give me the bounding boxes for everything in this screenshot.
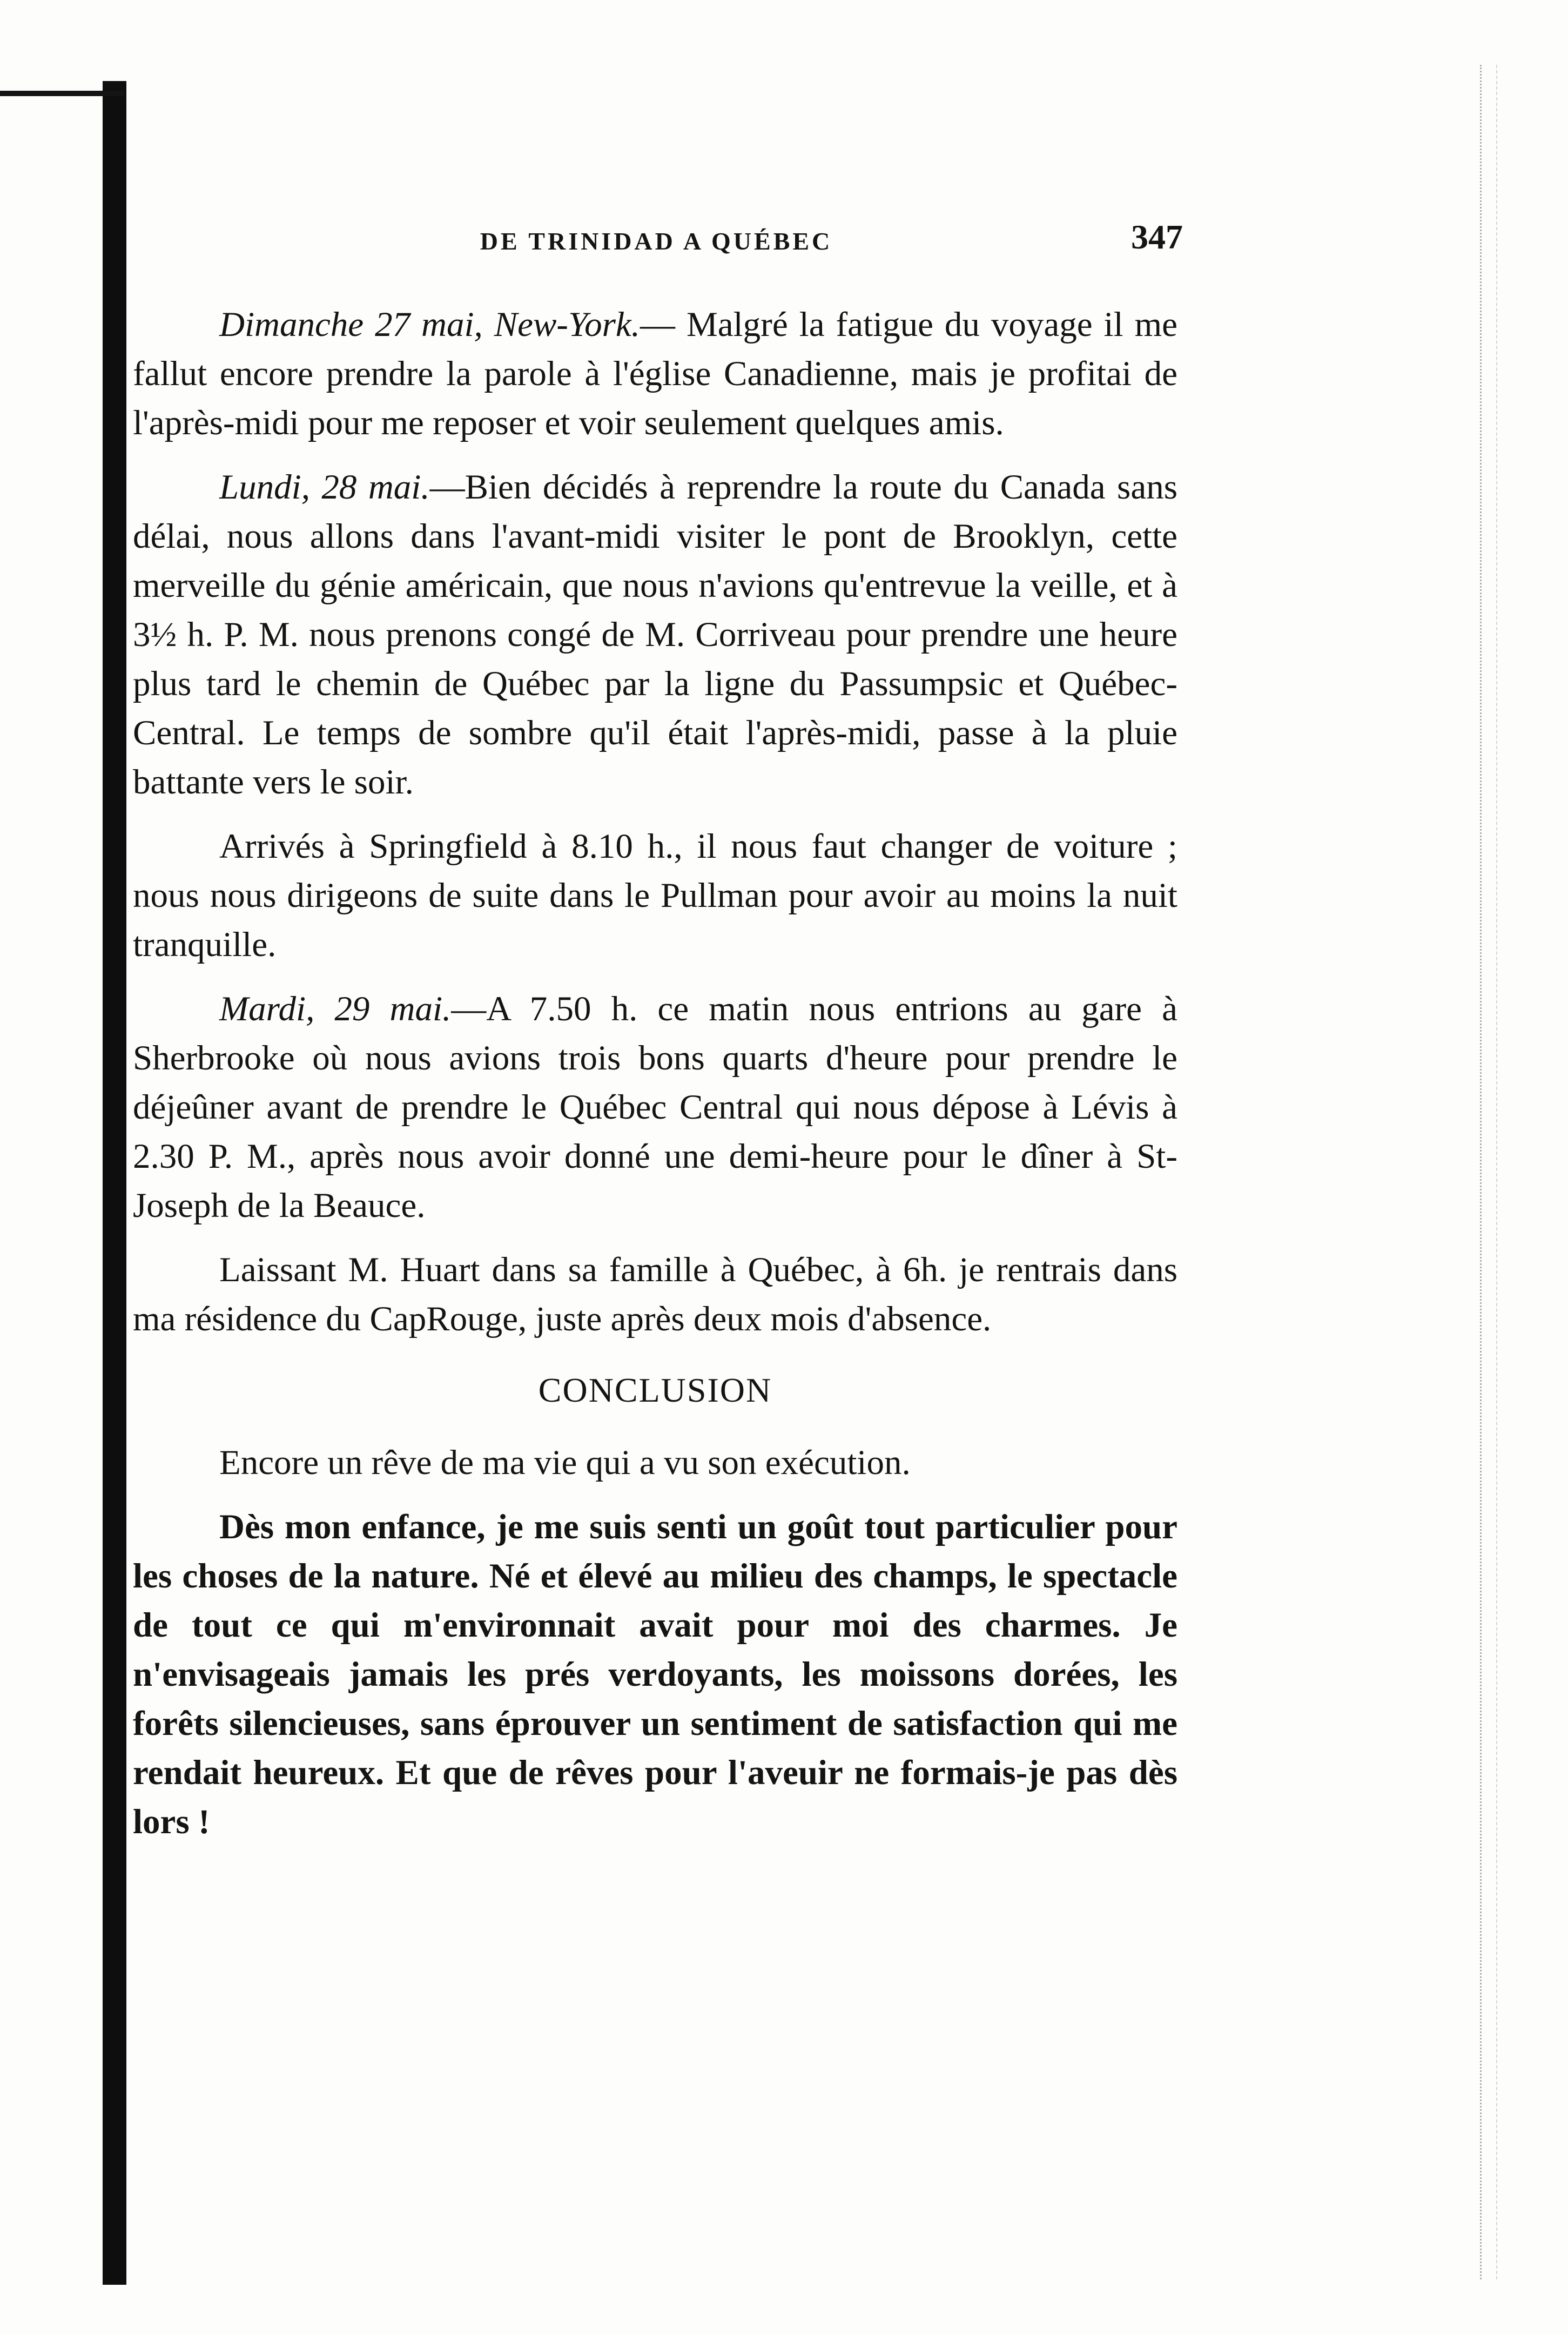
paragraph-springfield: [133, 822, 1177, 970]
conclusion-paragraph-2: Dès mon enfance, je me suis senti un goût tout particulier pour les choses de la nature. Né et élevé au milieu des champs, le spectacle de tout ce qui m'environnait avait pour moi des charmes. Je n'envisageais jamais les prés verdoyants, les moissons dorées, les forêts silencieuses, sans éprouver un sentiment de satisfaction qui me rendait heureux. Et que de rêves pour l'aveuir ne formais-je pas dès lors !: [133, 1508, 1177, 1841]
entry-text: Laissant M. Huart dans sa famille à Québec, à 6h. je rentrais dans ma résidence du CapRouge, juste après deux mois d'absence.: [133, 1250, 1177, 1338]
body-text: [133, 300, 1177, 1862]
entry-date: Lundi, 28 mai.: [219, 468, 430, 507]
scan-noise: [1480, 65, 1485, 2279]
paragraph-lundi: [133, 463, 1177, 807]
paragraph-huart: [133, 1246, 1177, 1344]
binding-mark: [0, 91, 124, 96]
entry-text: —Bien décidés à reprendre la route du Canada sans délai, nous allons dans l'avant-midi visiter le pont de Brooklyn, cette merveille du génie américain, que nous n'avions qu'entrevue la veille, et à 3½ h. P. M. nous prenons congé de M. Corriveau pour prendre une heure plus tard le chemin de Québec par la ligne du Passumpsic et Québec-Central. Le temps de sombre qu'il était l'après-midi, passe à la pluie battante vers le soir.: [133, 468, 1177, 802]
entry-date: Mardi, 29 mai.: [219, 990, 452, 1028]
binding-edge: [103, 81, 126, 2285]
entry-text: Arrivés à Springfield à 8.10 h., il nous faut changer de voiture ; nous nous dirigeons de suite dans le Pullman pour avoir au moins la nuit tranquille.: [133, 827, 1177, 964]
conclusion-paragraph-1: Encore un rêve de ma vie qui a vu son exécution.: [219, 1443, 911, 1482]
entry-date: Dimanche 27 mai, New-York.: [219, 305, 641, 344]
scan-noise-secondary: [1496, 65, 1500, 2279]
entry-text: —A 7.50 h. ce matin nous entrions au gare à Sherbrooke où nous avions trois bons quarts d'heure pour prendre le déjeûner avant de prendre le Québec Central qui nous dépose à Lévis à 2.30 P. M., après nous avoir donné une demi-heure pour le dîner à St-Joseph de la Beauce.: [133, 990, 1177, 1225]
paragraph-dimanche: [133, 300, 1177, 448]
page-number: 347: [1131, 218, 1183, 256]
paragraph-mardi: [133, 985, 1177, 1230]
running-header: DE TRINIDAD A QUÉBEC: [480, 227, 833, 255]
conclusion-heading: CONCLUSION: [538, 1371, 772, 1409]
entry-text: — Malgré la fatigue du voyage il me fallut encore prendre la parole à l'église Canadienne, mais je profitai de l'après-midi pour me reposer et voir seulement quelques amis.: [133, 305, 1177, 442]
